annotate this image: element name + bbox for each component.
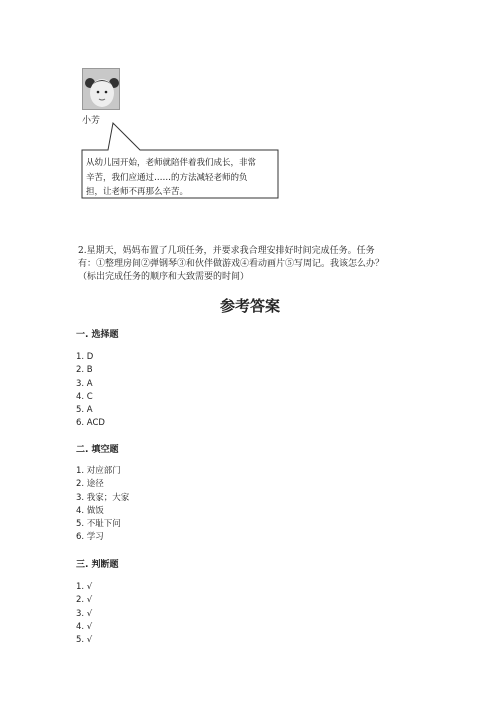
answer-item: 3. 我家；大家 <box>76 492 130 503</box>
girl-avatar-image <box>82 68 120 110</box>
answer-item: 4. C <box>76 391 93 402</box>
answer-item: 1. 对应部门 <box>76 466 121 476</box>
answer-list <box>76 465 129 545</box>
answer-item: 2. 途径 <box>76 479 104 490</box>
question-2 <box>78 245 428 284</box>
answer-item: 1. √ <box>76 582 93 592</box>
answer-item: 3. A <box>76 378 93 389</box>
bubble-line: 担，让老师不再那么辛苦。 <box>86 187 189 197</box>
answers-title: 参考答案 <box>219 297 280 315</box>
answer-item: 2. B <box>76 365 93 376</box>
question-line: 2.星期天，妈妈布置了几项任务，并要求我合理安排好时间完成任务。任务 <box>78 246 375 256</box>
speech-bubble-text <box>86 156 274 200</box>
avatar-name-label: 小芳 <box>82 116 101 126</box>
question-line: （标出完成任务的顺序和大致需要的时间） <box>78 272 250 282</box>
answer-item: 5. √ <box>76 635 93 646</box>
answer-list <box>76 581 92 647</box>
answer-list <box>76 351 105 431</box>
answer-item: 6. ACD <box>76 418 105 429</box>
section-title: 一. 选择题 <box>76 330 119 340</box>
bubble-line: 从幼儿园开始，老师就陪伴着我们成长，非常 <box>86 158 257 168</box>
question-line: 有：①整理房间②弹钢琴③和伙伴做游戏④看动画片⑤写周记。我该怎么办？ <box>78 259 385 269</box>
answer-item: 6. 学习 <box>76 532 104 543</box>
girl-face-icon <box>83 69 120 110</box>
answer-item: 1. D <box>76 352 94 362</box>
answer-item: 3. √ <box>76 608 93 619</box>
answer-item: 4. 做饭 <box>76 505 104 516</box>
answer-item: 4. √ <box>76 621 93 632</box>
bubble-line: 辛苦，我们应通过……的方法减轻老师的负 <box>86 172 248 183</box>
answer-item: 5. A <box>76 405 93 416</box>
answer-item: 5. 不耻下问 <box>76 519 121 530</box>
section-title: 二. 填空题 <box>76 445 119 455</box>
answer-item: 2. √ <box>76 595 93 606</box>
section-title: 三. 判断题 <box>76 560 119 570</box>
